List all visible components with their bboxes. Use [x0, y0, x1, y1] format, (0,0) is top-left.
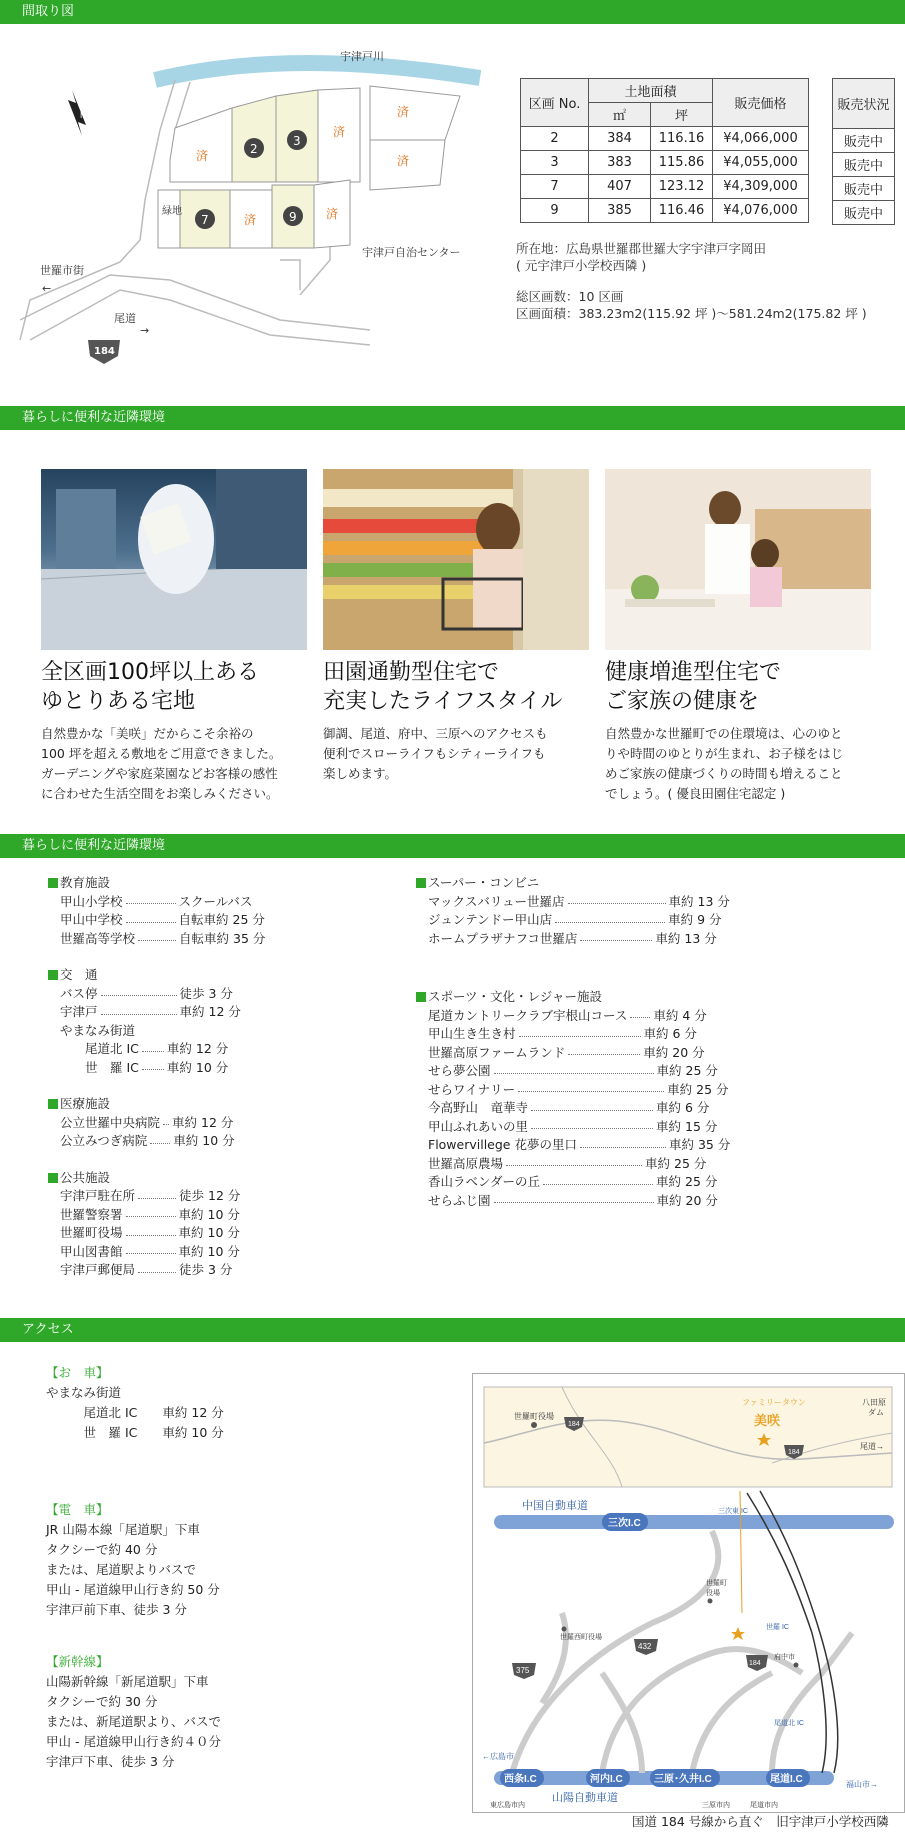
cell-price: ¥4,055,000	[713, 151, 809, 175]
map-label: 府中市	[774, 1654, 795, 1661]
category-label: 教育施設	[60, 875, 111, 890]
item-name: 公立みつぎ病院	[60, 1133, 148, 1148]
bullet-square-icon	[48, 970, 58, 980]
item-time: 車約 6 分	[643, 1026, 697, 1041]
item-time: 車約 25 分	[656, 1174, 718, 1189]
map-label: 世羅 IC	[766, 1624, 789, 1631]
item-name: ジュンテンドー甲山店	[428, 912, 553, 927]
facility-list-left	[48, 874, 265, 1280]
list-item	[48, 985, 265, 1004]
item-name: 世羅高原ファームランド	[428, 1044, 566, 1060]
north-arrow-icon	[68, 90, 87, 136]
access-line: 宇津戸前下車、徒歩 3 分	[46, 1602, 187, 1617]
feature-text-2	[323, 724, 548, 784]
item-time: 車約 4 分	[653, 1007, 707, 1023]
item-name: マックスバリュー世羅店	[428, 893, 565, 909]
item-time: 車約 25 分	[645, 1155, 707, 1171]
list-item	[48, 1040, 265, 1059]
facility-category	[416, 988, 730, 1007]
list-item	[48, 1132, 265, 1151]
item-time: スクールバス	[178, 893, 253, 909]
access-line: 山陽新幹線「新尾道駅」下車	[46, 1674, 209, 1689]
cell-tsubo: 116.46	[651, 199, 713, 223]
map-label: 福山市→	[846, 1780, 878, 1789]
feature-title-line: 充実したライフスタイル	[323, 689, 563, 714]
item-name: 世羅高原農場	[428, 1155, 504, 1171]
text-line: 自然豊かな「美咲」だからこそ余裕の	[41, 726, 254, 741]
feature-title-3	[605, 658, 781, 716]
section-header-access: アクセス	[0, 1318, 905, 1342]
category-label: スポーツ・文化・レジャー施設	[428, 989, 602, 1004]
lot-sold-label: 済	[397, 154, 410, 168]
item-name: 甲山生き生き村	[428, 1026, 516, 1041]
access-car	[46, 1363, 224, 1443]
map-caption: 国道 184 号線から直ぐ 旧宇津戸小学校西隣	[632, 1814, 889, 1829]
item-time: 車約 6 分	[656, 1100, 710, 1115]
lot-sold-label: 済	[326, 207, 339, 221]
map-label: 山陽自動車道	[552, 1792, 618, 1804]
svg-text:184: 184	[749, 1660, 761, 1667]
lot-9-label: 9	[289, 210, 297, 224]
item-time: 徒歩 3 分	[179, 985, 233, 1001]
table-row	[521, 199, 809, 223]
item-time: 車約 9 分	[668, 912, 722, 927]
cell-price: ¥4,309,000	[713, 175, 809, 199]
item-name: せらワイナリー	[428, 1081, 516, 1097]
list-item	[48, 930, 265, 949]
inset-map	[484, 1387, 892, 1487]
status-header: 販売状況	[833, 79, 895, 129]
status-table	[832, 78, 895, 225]
bullet-square-icon	[416, 992, 426, 1002]
list-item	[48, 1022, 265, 1041]
lot-sold-label: 済	[196, 149, 209, 163]
item-name: 世羅警察署	[60, 1206, 123, 1222]
item-name: 甲山図書館	[60, 1243, 123, 1259]
map-label: ダム	[868, 1408, 884, 1417]
list-item	[48, 1224, 265, 1243]
access-line: または、新尾道駅より、バスで	[46, 1714, 222, 1729]
facility-category	[48, 1169, 265, 1188]
facility-category	[48, 1095, 265, 1114]
item-name: 甲山小学校	[60, 893, 123, 909]
table-row	[521, 127, 809, 151]
item-name: せらふじ園	[428, 1192, 491, 1208]
item-time: 自転車約 25 分	[178, 912, 265, 927]
item-time: 徒歩 3 分	[179, 1262, 233, 1277]
bullet-square-icon	[48, 1099, 58, 1109]
svg-text:184: 184	[94, 346, 115, 357]
item-name: 宇津戸駐在所	[60, 1188, 136, 1203]
cell-m2: 384	[589, 127, 651, 151]
svg-text:375: 375	[516, 1666, 530, 1675]
access-line: 宇津戸下車、徒歩 3 分	[46, 1754, 175, 1769]
item-name: 甲山ふれあいの里	[428, 1118, 529, 1134]
category-label: 医療施設	[60, 1096, 111, 1111]
list-item	[416, 1044, 730, 1063]
map-label: 河内I.C	[590, 1774, 623, 1785]
feature-text-3	[605, 724, 843, 804]
arrow-left-icon: ←	[42, 282, 52, 295]
list-item	[48, 1187, 265, 1206]
access-line: 甲山 - 尾道線甲山行き約４０分	[46, 1734, 221, 1749]
map-label: 八田原	[862, 1398, 886, 1407]
list-item	[48, 1059, 265, 1078]
item-name: 甲山中学校	[60, 912, 123, 927]
list-item	[416, 911, 730, 930]
access-heading: 【お 車】	[46, 1365, 109, 1380]
list-item	[48, 1114, 265, 1133]
cell-price: ¥4,076,000	[713, 199, 809, 223]
map-label: 中国自動車道	[522, 1500, 588, 1512]
item-name: 世羅高等学校	[60, 930, 136, 946]
text-line: りや時間のゆとりが生まれ、お子様をはじ	[605, 746, 844, 761]
feature-text-1	[41, 724, 281, 804]
item-name: Flowervillege 花夢の里口	[428, 1137, 577, 1152]
lot-plan-map	[0, 28, 510, 388]
facility-category	[48, 874, 265, 893]
sera-label: 世羅市街	[40, 264, 84, 277]
item-time: 車約 10 分	[178, 1206, 240, 1222]
cell-tsubo: 123.12	[651, 175, 713, 199]
item-time: 車約 12 分	[166, 1041, 229, 1056]
text-line: 御調、尾道、府中、三原へのアクセスも	[323, 726, 548, 741]
access-line: タクシーで約 30 分	[46, 1694, 158, 1709]
bullet-square-icon	[48, 878, 58, 888]
item-name: 今高野山 竜華寺	[428, 1100, 529, 1115]
col-lot-header: 区画 No.	[521, 79, 589, 127]
map-label: 西条I.C	[504, 1774, 537, 1785]
item-name: 宇津戸郵便局	[60, 1262, 136, 1277]
facility-category	[48, 966, 265, 985]
access-line: タクシーで約 40 分	[46, 1542, 158, 1557]
cell-no: 7	[521, 175, 589, 199]
item-time: 車約 12 分	[179, 1004, 241, 1019]
cell-m2: 383	[589, 151, 651, 175]
svg-text:184: 184	[788, 1449, 800, 1456]
river	[155, 63, 480, 80]
item-time: 徒歩 12 分	[179, 1188, 241, 1203]
item-time: 車約 20 分	[643, 1044, 705, 1060]
facility-list-right	[416, 874, 730, 1210]
list-item	[416, 1192, 730, 1211]
access-heading: 【新幹線】	[46, 1654, 109, 1669]
access-train	[46, 1500, 220, 1620]
lot-7-label: 7	[201, 213, 209, 227]
item-name: やまなみ街道	[60, 1022, 136, 1038]
cell-m2: 407	[589, 175, 651, 199]
list-item	[48, 893, 265, 912]
text-line: 便利でスローライフもシティーライフも	[323, 746, 546, 761]
map-label: 役場	[706, 1590, 720, 1597]
item-name: 世 羅 IC	[60, 1059, 139, 1075]
cell-no: 9	[521, 199, 589, 223]
col-m2-header: ㎡	[589, 103, 651, 127]
item-time: 車約 10 分	[178, 1225, 240, 1240]
cell-no: 2	[521, 127, 589, 151]
sera-office-marker	[531, 1422, 537, 1428]
list-item	[416, 1173, 730, 1192]
map-label: 世羅西町役場	[560, 1634, 602, 1641]
section-header-plan: 間取り図	[0, 0, 905, 24]
text-line: でしょう。( 優良田園住宅認定 )	[605, 786, 786, 801]
lot-3-label: 3	[293, 134, 301, 148]
access-line: または、尾道駅よりバスで	[46, 1562, 197, 1577]
item-name: バス停	[60, 985, 98, 1001]
bullet-square-icon	[48, 1173, 58, 1183]
map-label: 三原･久井I.C	[654, 1774, 712, 1785]
item-name: 尾道カントリークラブ宇根山コース	[428, 1007, 628, 1023]
cell-tsubo: 115.86	[651, 151, 713, 175]
map-label: ファミリータウン	[742, 1398, 806, 1407]
list-item	[48, 911, 265, 930]
item-time: 自転車約 35 分	[179, 930, 266, 946]
category-label: 交 通	[60, 967, 98, 982]
item-name: 宇津戸	[60, 1004, 98, 1019]
list-item	[416, 1025, 730, 1044]
list-item	[416, 1118, 730, 1137]
access-line: 甲山 - 尾道線甲山行き約 50 分	[46, 1582, 220, 1597]
status-cell: 販売中	[833, 129, 895, 153]
item-time: 車約 13 分	[655, 930, 717, 946]
lot-sold-label: 済	[244, 213, 257, 227]
text-line: 自然豊かな世羅町での住環境は、心のゆと	[605, 726, 843, 741]
lot-sold-label: 済	[397, 105, 410, 119]
map-label: 世羅町役場	[514, 1412, 554, 1421]
chugoku-highway	[494, 1515, 894, 1529]
section-header-facilities: 暮らしに便利な近隣環境	[0, 834, 905, 858]
text-line: 楽しめます。	[323, 766, 398, 781]
access-line: 尾道北 IC 車約 12 分	[46, 1405, 224, 1420]
cell-no: 3	[521, 151, 589, 175]
green-label: 緑地	[162, 206, 182, 217]
list-item	[48, 1261, 265, 1280]
item-time: 車約 35 分	[668, 1137, 731, 1152]
map-label: 三次I.C	[608, 1518, 641, 1529]
photo-family-kitchen	[605, 469, 871, 650]
list-item	[48, 1243, 265, 1262]
map-label: 三原市内	[702, 1802, 730, 1809]
map-label: 尾道北 IC	[774, 1720, 804, 1727]
photo-supermarket	[323, 469, 589, 650]
feature-title-line: 健康増進型住宅で	[605, 660, 782, 685]
item-time: 車約 15 分	[656, 1118, 718, 1134]
misaki-label: 美咲	[754, 1413, 781, 1428]
item-time: 車約 20 分	[656, 1192, 718, 1208]
route-184-icon	[88, 340, 120, 364]
item-time: 車約 13 分	[668, 893, 730, 909]
feature-title-line: ご家族の健康を	[605, 689, 760, 714]
plan-info	[516, 240, 867, 322]
map-label: 尾道市内	[750, 1802, 778, 1809]
onomichi-label: 尾道	[114, 312, 136, 325]
map-label: 東広島市内	[490, 1802, 525, 1809]
status-cell: 販売中	[833, 153, 895, 177]
access-line: JR 山陽本線「尾道駅」下車	[46, 1522, 200, 1537]
svg-text:N: N	[80, 110, 87, 120]
feature-title-2	[323, 658, 562, 716]
item-time: 車約 12 分	[172, 1114, 234, 1130]
category-label: スーパー・コンビニ	[428, 875, 540, 890]
cell-price: ¥4,066,000	[713, 127, 809, 151]
photo-walking-woman	[41, 469, 307, 650]
item-time: 車約 25 分	[667, 1081, 729, 1097]
map-label: 三次東 IC	[718, 1508, 748, 1515]
text-line: めご家族の健康づくりの時間も増えること	[605, 766, 843, 781]
table-row	[521, 175, 809, 199]
map-label: ←広島市	[482, 1752, 514, 1761]
access-line: 世 羅 IC 車約 10 分	[46, 1425, 224, 1440]
col-tsubo-header: 坪	[651, 103, 713, 127]
map-label: 尾道I.C	[770, 1774, 803, 1785]
item-name: ホームプラザナフコ世羅店	[428, 930, 578, 946]
list-item	[416, 930, 730, 949]
map-label: 尾道→	[860, 1442, 884, 1451]
map-label: 世羅町	[706, 1580, 727, 1587]
list-item	[416, 1081, 730, 1100]
lot-2-label: 2	[250, 142, 258, 156]
table-row	[521, 151, 809, 175]
item-time: 車約 10 分	[173, 1133, 235, 1148]
category-label: 公共施設	[60, 1169, 111, 1185]
list-item	[416, 1062, 730, 1081]
list-item	[48, 1003, 265, 1022]
item-time: 車約 10 分	[166, 1059, 229, 1075]
section-header-env: 暮らしに便利な近隣環境	[0, 406, 905, 430]
list-item	[416, 1007, 730, 1026]
status-cell: 販売中	[833, 177, 895, 201]
status-cell: 販売中	[833, 201, 895, 225]
access-heading: 【電 車】	[46, 1502, 109, 1517]
lot-area: 区画面積：383.23m2(115.92 坪 )〜581.24m2(175.82 坪 )	[516, 306, 867, 321]
lot-count: 総区画数：10 区画	[516, 289, 624, 304]
center-label: 宇津戸自治センター	[362, 246, 461, 259]
item-name: 香山ラベンダーの丘	[428, 1174, 541, 1189]
access-shinkansen	[46, 1652, 221, 1772]
svg-text:432: 432	[638, 1642, 652, 1651]
list-item	[416, 1099, 730, 1118]
item-name: せら夢公園	[428, 1063, 491, 1078]
feature-title-line: 全区画100坪以上ある	[41, 660, 259, 685]
list-item	[48, 1206, 265, 1225]
text-line: ガーデニングや家庭菜園などお客様の感性	[41, 766, 278, 781]
col-price-header: 販売価格	[713, 79, 809, 127]
access-line: やまなみ街道	[46, 1385, 122, 1400]
item-name: 尾道北 IC	[60, 1041, 139, 1056]
svg-text:184: 184	[568, 1421, 580, 1428]
lot-sold-label: 済	[333, 125, 346, 139]
access-map	[472, 1373, 905, 1813]
list-item	[416, 1136, 730, 1155]
feature-title-line: 田園通勤型住宅で	[323, 660, 500, 685]
facility-category	[416, 874, 730, 893]
price-table	[520, 78, 809, 223]
list-item	[416, 893, 730, 912]
feature-title-line: ゆとりある宅地	[41, 689, 196, 714]
bullet-square-icon	[416, 878, 426, 888]
arrow-right-icon: →	[140, 324, 150, 337]
item-name: 公立世羅中央病院	[60, 1114, 161, 1130]
address: 所在地：広島県世羅郡世羅大字宇津戸字岡田	[516, 241, 767, 256]
item-time: 車約 25 分	[656, 1063, 718, 1078]
item-time: 車約 10 分	[178, 1243, 240, 1259]
col-area-header: 土地面積	[589, 79, 713, 103]
cell-tsubo: 116.16	[651, 127, 713, 151]
river-label: 宇津戸川	[340, 50, 384, 63]
text-line: に合わせた生活空間をお楽しみください。	[41, 786, 279, 801]
address-sub: ( 元宇津戸小学校西隣 )	[516, 258, 647, 273]
list-item	[416, 1155, 730, 1174]
cell-m2: 385	[589, 199, 651, 223]
text-line: 100 坪を超える敷地をご用意できました。	[41, 746, 282, 761]
feature-title-1	[41, 658, 259, 716]
item-name: 世羅町役場	[60, 1225, 123, 1240]
